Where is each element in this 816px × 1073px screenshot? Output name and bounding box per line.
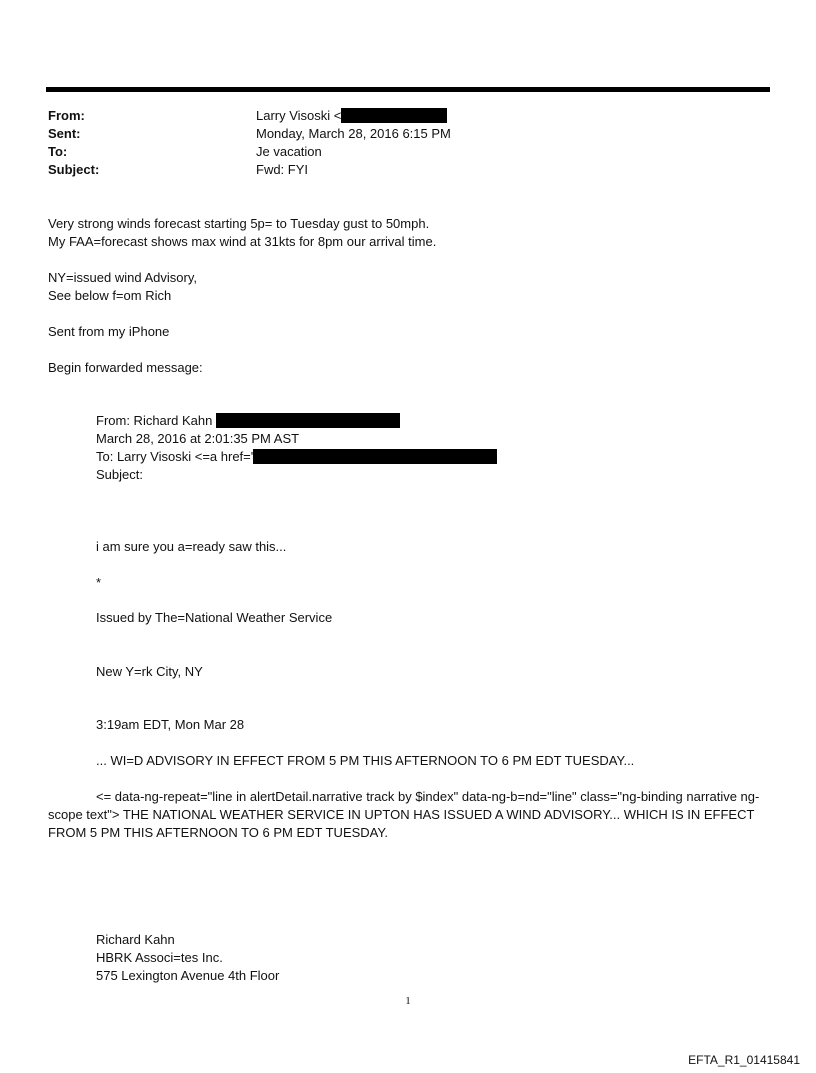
body-line-4: See below f=om Rich — [48, 288, 172, 303]
document-id: EFTA_R1_01415841 — [688, 1053, 800, 1067]
signature-address: 575 Lexington Avenue 4th Floor — [96, 968, 280, 983]
to-label: To: — [48, 144, 68, 159]
fwd-msg-6: ... WI=D ADVISORY IN EFFECT FROM 5 PM THIS AFTERNOON TO 6 PM EDT TUESDAY... — [96, 753, 635, 768]
fwd-msg-2: * — [96, 575, 102, 590]
fwd-from-text: From: Richard Kahn — [96, 413, 213, 428]
header-rule — [46, 87, 770, 92]
fwd-msg-5: 3:19am EDT, Mon Mar 28 — [96, 717, 245, 732]
fwd-msg-3: Issued by The=National Weather Service — [96, 610, 333, 625]
redaction-box — [341, 108, 447, 123]
sent-value: Monday, March 28, 2016 6:15 PM — [256, 126, 451, 141]
sent-label: Sent: — [48, 126, 81, 141]
fwd-msg-7: <= data-ng-repeat="line in alertDetail.narrative track by $index" data-ng-b=nd="line" class="ng-binding narrative ng-scope text"> THE NATIONAL WEATHER SERVICE IN UPTON HAS ISSUED A WIND ADVISORY... WHICH IS IN EFFECT FROM 5 PM THIS AFTERNOON TO 6 PM EDT TUESDAY. — [48, 789, 760, 840]
fwd-to-text: To: Larry Visoski <=a href=' — [96, 449, 254, 464]
signature-name: Richard Kahn — [96, 932, 175, 947]
fwd-from — [96, 412, 400, 430]
signature-company: HBRK Associ=tes Inc. — [96, 950, 223, 965]
from-value-text: Larry Visoski < — [256, 108, 342, 123]
fwd-date: March 28, 2016 at 2:01:35 PM AST — [96, 431, 300, 446]
body-line-3: NY=issued wind Advisory, — [48, 270, 197, 285]
body-line-6: Begin forwarded message: — [48, 360, 203, 375]
redaction-box — [253, 449, 497, 464]
fwd-subject: Subject: — [96, 467, 143, 482]
to-value: Je vacation — [256, 144, 322, 159]
from-value — [256, 107, 447, 125]
page-number: 1 — [405, 995, 411, 1007]
from-label: From: — [48, 108, 85, 123]
body-line-5: Sent from my iPhone — [48, 324, 170, 339]
subject-value: Fwd: FYI — [256, 162, 309, 177]
fwd-to — [96, 448, 497, 466]
fwd-msg-1: i am sure you a=ready saw this... — [96, 539, 287, 554]
redaction-box — [216, 413, 400, 428]
body-line-2: My FAA=forecast shows max wind at 31kts for 8pm our arrival time. — [48, 234, 437, 249]
fwd-msg-4: New Y=rk City, NY — [96, 664, 203, 679]
subject-label: Subject: — [48, 162, 100, 177]
body-line-1: Very strong winds forecast starting 5p= to Tuesday gust to 50mph. — [48, 216, 430, 231]
